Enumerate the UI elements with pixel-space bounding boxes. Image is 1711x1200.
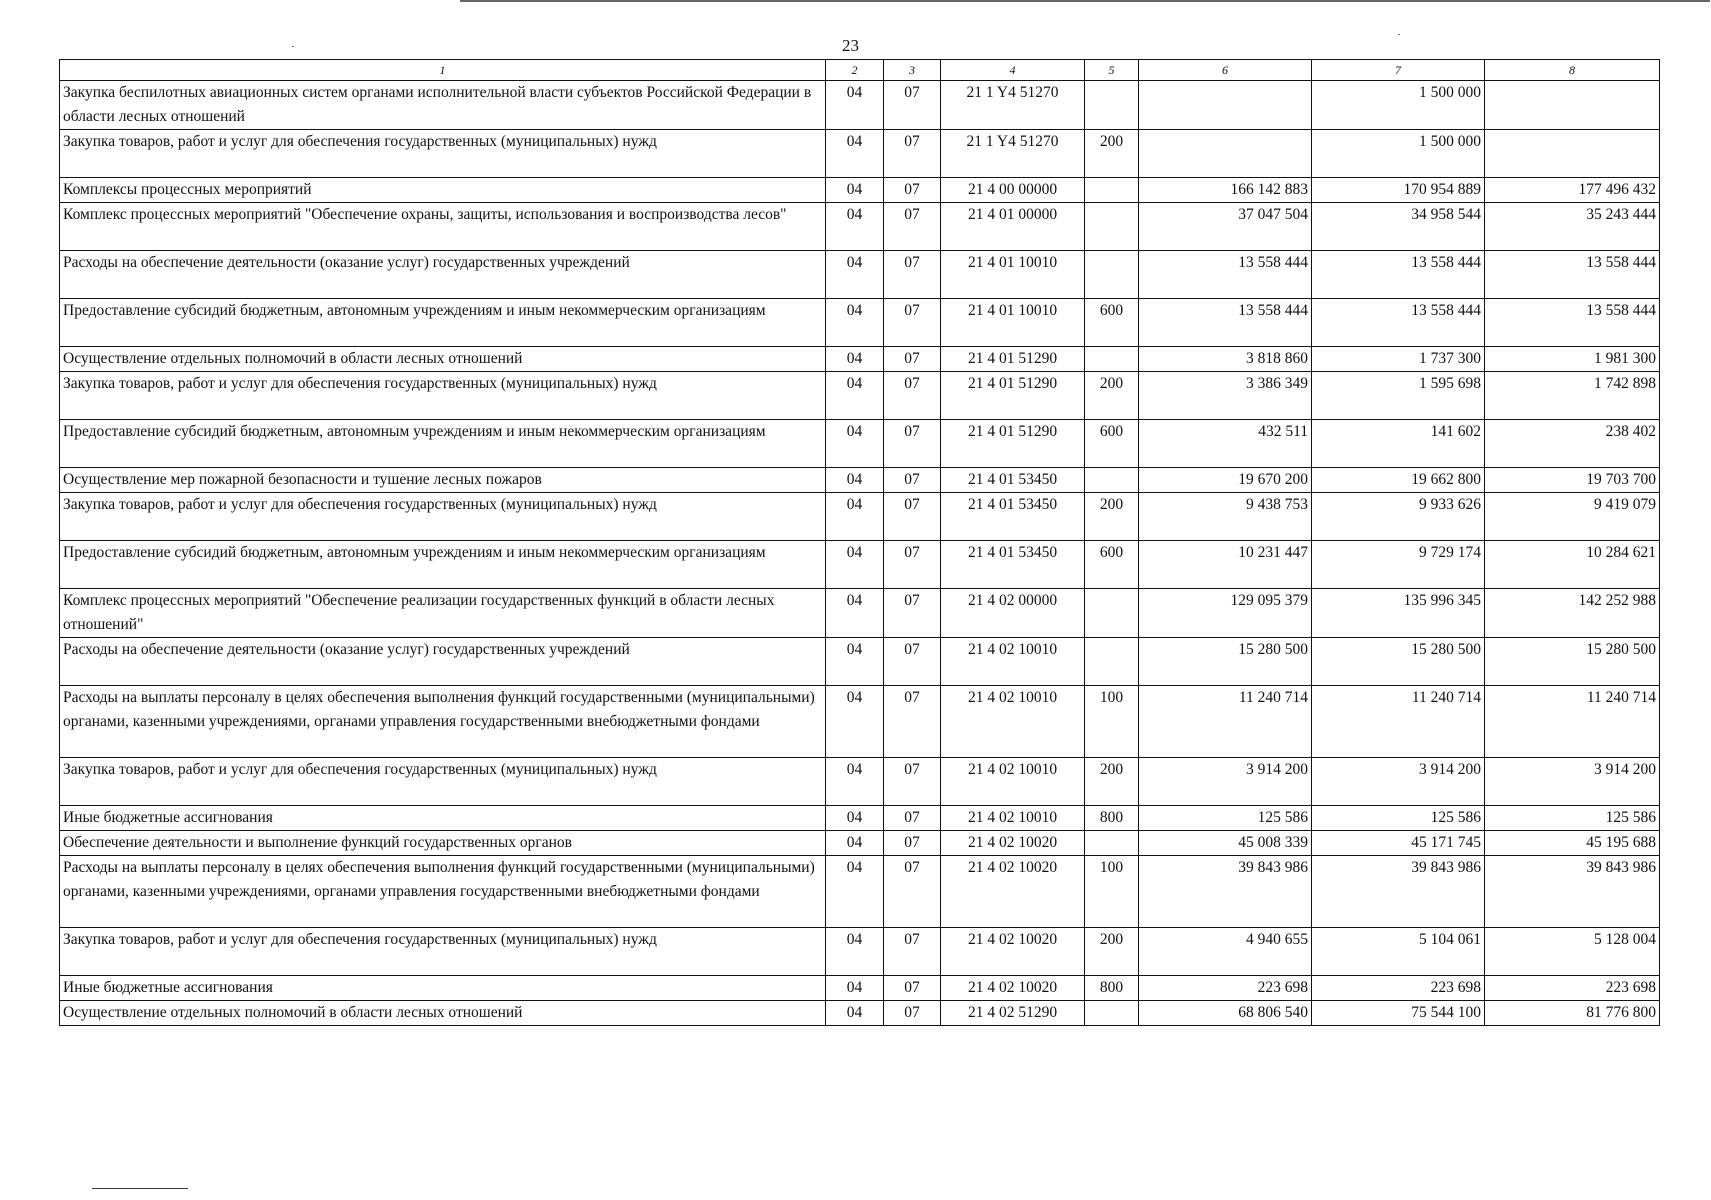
column-header-4: 4 [941, 60, 1085, 81]
cell-amount-col6: 3 818 860 [1139, 347, 1312, 372]
cell-amount-col6: 19 670 200 [1139, 468, 1312, 493]
cell-expense-type [1085, 638, 1139, 686]
table-row [60, 420, 1660, 468]
cell-amount-col8: 15 280 500 [1485, 638, 1660, 686]
cell-amount-col6 [1139, 130, 1312, 178]
table-row [60, 806, 1660, 831]
cell-amount-col8 [1485, 81, 1660, 130]
cell-name: Комплекс процессных мероприятий "Обеспечение реализации государственных функций в области лесных отношений" [60, 589, 826, 638]
cell-amount-col8: 177 496 432 [1485, 178, 1660, 203]
cell-section: 04 [826, 806, 884, 831]
cell-amount-col6: 13 558 444 [1139, 251, 1312, 299]
cell-amount-col6: 3 386 349 [1139, 372, 1312, 420]
cell-amount-col7: 9 729 174 [1312, 541, 1485, 589]
column-header-8: 8 [1485, 60, 1660, 81]
table-row [60, 130, 1660, 178]
column-header-6: 6 [1139, 60, 1312, 81]
cell-amount-col6: 166 142 883 [1139, 178, 1312, 203]
cell-target-article: 21 4 01 10010 [941, 251, 1085, 299]
cell-amount-col8: 45 195 688 [1485, 831, 1660, 856]
cell-target-article: 21 4 01 51290 [941, 347, 1085, 372]
cell-amount-col8: 9 419 079 [1485, 493, 1660, 541]
cell-expense-type [1085, 178, 1139, 203]
cell-subsection: 07 [884, 856, 941, 928]
cell-subsection: 07 [884, 541, 941, 589]
cell-expense-type: 800 [1085, 976, 1139, 1001]
cell-amount-col8: 238 402 [1485, 420, 1660, 468]
cell-section: 04 [826, 347, 884, 372]
cell-name: Закупка товаров, работ и услуг для обеспечения государственных (муниципальных) нужд [60, 928, 826, 976]
cell-amount-col8: 1 981 300 [1485, 347, 1660, 372]
cell-target-article: 21 4 02 10010 [941, 638, 1085, 686]
cell-amount-col6 [1139, 81, 1312, 130]
cell-target-article: 21 4 02 10010 [941, 686, 1085, 758]
table-row [60, 1001, 1660, 1026]
cell-subsection: 07 [884, 130, 941, 178]
cell-expense-type: 600 [1085, 299, 1139, 347]
cell-target-article: 21 4 02 10010 [941, 758, 1085, 806]
cell-target-article: 21 4 01 53450 [941, 493, 1085, 541]
scan-top-edge-line [460, 0, 1710, 2]
cell-subsection: 07 [884, 928, 941, 976]
cell-name: Осуществление мер пожарной безопасности и тушение лесных пожаров [60, 468, 826, 493]
table-row [60, 638, 1660, 686]
cell-amount-col7: 39 843 986 [1312, 856, 1485, 928]
cell-amount-col6: 13 558 444 [1139, 299, 1312, 347]
cell-amount-col6: 11 240 714 [1139, 686, 1312, 758]
table-row [60, 81, 1660, 130]
cell-name: Расходы на обеспечение деятельности (оказание услуг) государственных учреждений [60, 251, 826, 299]
cell-amount-col8: 13 558 444 [1485, 299, 1660, 347]
cell-amount-col7: 15 280 500 [1312, 638, 1485, 686]
cell-target-article: 21 4 02 10020 [941, 976, 1085, 1001]
cell-subsection: 07 [884, 758, 941, 806]
cell-name: Комплексы процессных мероприятий [60, 178, 826, 203]
table-row [60, 347, 1660, 372]
cell-section: 04 [826, 541, 884, 589]
cell-subsection: 07 [884, 178, 941, 203]
column-header-2: 2 [826, 60, 884, 81]
cell-target-article: 21 1 Y4 51270 [941, 130, 1085, 178]
cell-target-article: 21 4 02 10020 [941, 928, 1085, 976]
table-row [60, 468, 1660, 493]
cell-subsection: 07 [884, 468, 941, 493]
cell-name: Предоставление субсидий бюджетным, автономным учреждениям и иным некоммерческим организациям [60, 541, 826, 589]
cell-section: 04 [826, 299, 884, 347]
cell-expense-type [1085, 203, 1139, 251]
table-row [60, 299, 1660, 347]
cell-subsection: 07 [884, 589, 941, 638]
cell-section: 04 [826, 1001, 884, 1026]
cell-amount-col7: 1 500 000 [1312, 130, 1485, 178]
cell-expense-type: 100 [1085, 686, 1139, 758]
cell-amount-col7: 13 558 444 [1312, 251, 1485, 299]
cell-amount-col8: 10 284 621 [1485, 541, 1660, 589]
cell-name: Закупка беспилотных авиационных систем органами исполнительной власти субъектов Российской Федерации в области лесных отношений [60, 81, 826, 130]
cell-amount-col7: 223 698 [1312, 976, 1485, 1001]
cell-section: 04 [826, 589, 884, 638]
cell-subsection: 07 [884, 347, 941, 372]
cell-target-article: 21 4 01 53450 [941, 468, 1085, 493]
page-number: 23 [842, 36, 859, 55]
cell-amount-col8: 39 843 986 [1485, 856, 1660, 928]
cell-expense-type [1085, 347, 1139, 372]
cell-subsection: 07 [884, 251, 941, 299]
cell-name: Предоставление субсидий бюджетным, автономным учреждениям и иным некоммерческим организациям [60, 420, 826, 468]
cell-amount-col8: 13 558 444 [1485, 251, 1660, 299]
table-row [60, 541, 1660, 589]
cell-target-article: 21 4 01 00000 [941, 203, 1085, 251]
table-row [60, 372, 1660, 420]
table-row [60, 831, 1660, 856]
column-header-7: 7 [1312, 60, 1485, 81]
cell-amount-col6: 432 511 [1139, 420, 1312, 468]
cell-target-article: 21 4 00 00000 [941, 178, 1085, 203]
cell-expense-type: 200 [1085, 928, 1139, 976]
scan-speck [292, 46, 294, 47]
table-row [60, 928, 1660, 976]
cell-subsection: 07 [884, 806, 941, 831]
cell-amount-col6: 45 008 339 [1139, 831, 1312, 856]
scan-bottom-line [92, 1188, 188, 1189]
cell-expense-type [1085, 589, 1139, 638]
cell-amount-col6: 125 586 [1139, 806, 1312, 831]
cell-name: Осуществление отдельных полномочий в области лесных отношений [60, 347, 826, 372]
cell-section: 04 [826, 831, 884, 856]
cell-section: 04 [826, 686, 884, 758]
cell-section: 04 [826, 638, 884, 686]
cell-expense-type [1085, 831, 1139, 856]
cell-amount-col7: 125 586 [1312, 806, 1485, 831]
cell-name: Закупка товаров, работ и услуг для обеспечения государственных (муниципальных) нужд [60, 758, 826, 806]
cell-amount-col7: 3 914 200 [1312, 758, 1485, 806]
table-row [60, 856, 1660, 928]
table-row [60, 251, 1660, 299]
column-header-3: 3 [884, 60, 941, 81]
cell-target-article: 21 4 01 10010 [941, 299, 1085, 347]
cell-name: Расходы на выплаты персоналу в целях обеспечения выполнения функций государственными (муниципальными) органами, казенными учреждениями, органами управления государственными внебюджетными фондами [60, 856, 826, 928]
table-row [60, 203, 1660, 251]
cell-expense-type [1085, 251, 1139, 299]
table-row [60, 976, 1660, 1001]
cell-subsection: 07 [884, 976, 941, 1001]
cell-amount-col6: 15 280 500 [1139, 638, 1312, 686]
cell-subsection: 07 [884, 81, 941, 130]
cell-subsection: 07 [884, 493, 941, 541]
cell-expense-type: 200 [1085, 372, 1139, 420]
cell-expense-type: 200 [1085, 758, 1139, 806]
cell-target-article: 21 1 Y4 51270 [941, 81, 1085, 130]
cell-section: 04 [826, 420, 884, 468]
cell-section: 04 [826, 251, 884, 299]
scan-speck [1398, 34, 1400, 35]
cell-name: Предоставление субсидий бюджетным, автономным учреждениям и иным некоммерческим организациям [60, 299, 826, 347]
cell-section: 04 [826, 130, 884, 178]
cell-amount-col7: 141 602 [1312, 420, 1485, 468]
cell-expense-type: 200 [1085, 130, 1139, 178]
cell-amount-col8: 3 914 200 [1485, 758, 1660, 806]
cell-target-article: 21 4 01 51290 [941, 420, 1085, 468]
table-row [60, 589, 1660, 638]
cell-name: Иные бюджетные ассигнования [60, 976, 826, 1001]
cell-section: 04 [826, 758, 884, 806]
table-row [60, 686, 1660, 758]
cell-section: 04 [826, 493, 884, 541]
cell-subsection: 07 [884, 299, 941, 347]
cell-section: 04 [826, 856, 884, 928]
cell-name: Расходы на обеспечение деятельности (оказание услуг) государственных учреждений [60, 638, 826, 686]
cell-amount-col7: 19 662 800 [1312, 468, 1485, 493]
cell-amount-col7: 1 595 698 [1312, 372, 1485, 420]
table-row [60, 493, 1660, 541]
cell-section: 04 [826, 372, 884, 420]
cell-expense-type [1085, 1001, 1139, 1026]
cell-expense-type: 200 [1085, 493, 1139, 541]
cell-amount-col8: 1 742 898 [1485, 372, 1660, 420]
cell-amount-col7: 135 996 345 [1312, 589, 1485, 638]
cell-amount-col7: 9 933 626 [1312, 493, 1485, 541]
cell-expense-type [1085, 468, 1139, 493]
cell-name: Расходы на выплаты персоналу в целях обеспечения выполнения функций государственными (муниципальными) органами, казенными учреждениями, органами управления государственными внебюджетными фондами [60, 686, 826, 758]
cell-target-article: 21 4 02 10010 [941, 806, 1085, 831]
cell-expense-type: 600 [1085, 420, 1139, 468]
cell-target-article: 21 4 02 10020 [941, 856, 1085, 928]
cell-amount-col8: 142 252 988 [1485, 589, 1660, 638]
cell-subsection: 07 [884, 1001, 941, 1026]
cell-subsection: 07 [884, 686, 941, 758]
cell-amount-col7: 75 544 100 [1312, 1001, 1485, 1026]
cell-amount-col8: 125 586 [1485, 806, 1660, 831]
cell-amount-col7: 45 171 745 [1312, 831, 1485, 856]
cell-expense-type: 100 [1085, 856, 1139, 928]
cell-name: Закупка товаров, работ и услуг для обеспечения государственных (муниципальных) нужд [60, 130, 826, 178]
cell-amount-col8: 19 703 700 [1485, 468, 1660, 493]
cell-amount-col7: 5 104 061 [1312, 928, 1485, 976]
cell-name: Закупка товаров, работ и услуг для обеспечения государственных (муниципальных) нужд [60, 372, 826, 420]
cell-target-article: 21 4 02 51290 [941, 1001, 1085, 1026]
cell-amount-col7: 1 500 000 [1312, 81, 1485, 130]
cell-amount-col6: 39 843 986 [1139, 856, 1312, 928]
cell-name: Осуществление отдельных полномочий в области лесных отношений [60, 1001, 826, 1026]
cell-section: 04 [826, 203, 884, 251]
cell-amount-col6: 3 914 200 [1139, 758, 1312, 806]
cell-subsection: 07 [884, 203, 941, 251]
cell-section: 04 [826, 178, 884, 203]
cell-amount-col7: 170 954 889 [1312, 178, 1485, 203]
cell-amount-col7: 13 558 444 [1312, 299, 1485, 347]
cell-expense-type [1085, 81, 1139, 130]
cell-name: Иные бюджетные ассигнования [60, 806, 826, 831]
cell-name: Обеспечение деятельности и выполнение функций государственных органов [60, 831, 826, 856]
table-row [60, 178, 1660, 203]
cell-name: Комплекс процессных мероприятий "Обеспечение охраны, защиты, использования и воспроизводства лесов" [60, 203, 826, 251]
cell-amount-col6: 223 698 [1139, 976, 1312, 1001]
cell-amount-col7: 1 737 300 [1312, 347, 1485, 372]
budget-table [59, 59, 1660, 1026]
header-row [60, 60, 1660, 81]
cell-amount-col8: 81 776 800 [1485, 1001, 1660, 1026]
column-header-5: 5 [1085, 60, 1139, 81]
cell-amount-col7: 34 958 544 [1312, 203, 1485, 251]
cell-amount-col8: 5 128 004 [1485, 928, 1660, 976]
cell-amount-col7: 11 240 714 [1312, 686, 1485, 758]
cell-target-article: 21 4 02 10020 [941, 831, 1085, 856]
cell-subsection: 07 [884, 372, 941, 420]
cell-section: 04 [826, 976, 884, 1001]
cell-section: 04 [826, 81, 884, 130]
cell-subsection: 07 [884, 638, 941, 686]
table-header [60, 60, 1660, 81]
cell-section: 04 [826, 928, 884, 976]
column-header-1: 1 [60, 60, 826, 81]
table-body [60, 81, 1660, 1026]
cell-expense-type: 800 [1085, 806, 1139, 831]
cell-amount-col6: 9 438 753 [1139, 493, 1312, 541]
table-row [60, 758, 1660, 806]
cell-expense-type: 600 [1085, 541, 1139, 589]
cell-amount-col8: 11 240 714 [1485, 686, 1660, 758]
cell-target-article: 21 4 01 53450 [941, 541, 1085, 589]
cell-target-article: 21 4 02 00000 [941, 589, 1085, 638]
cell-amount-col8 [1485, 130, 1660, 178]
cell-amount-col6: 68 806 540 [1139, 1001, 1312, 1026]
cell-subsection: 07 [884, 831, 941, 856]
cell-amount-col6: 37 047 504 [1139, 203, 1312, 251]
cell-subsection: 07 [884, 420, 941, 468]
cell-amount-col8: 223 698 [1485, 976, 1660, 1001]
cell-amount-col6: 4 940 655 [1139, 928, 1312, 976]
cell-amount-col8: 35 243 444 [1485, 203, 1660, 251]
cell-section: 04 [826, 468, 884, 493]
cell-amount-col6: 129 095 379 [1139, 589, 1312, 638]
cell-amount-col6: 10 231 447 [1139, 541, 1312, 589]
cell-name: Закупка товаров, работ и услуг для обеспечения государственных (муниципальных) нужд [60, 493, 826, 541]
cell-target-article: 21 4 01 51290 [941, 372, 1085, 420]
